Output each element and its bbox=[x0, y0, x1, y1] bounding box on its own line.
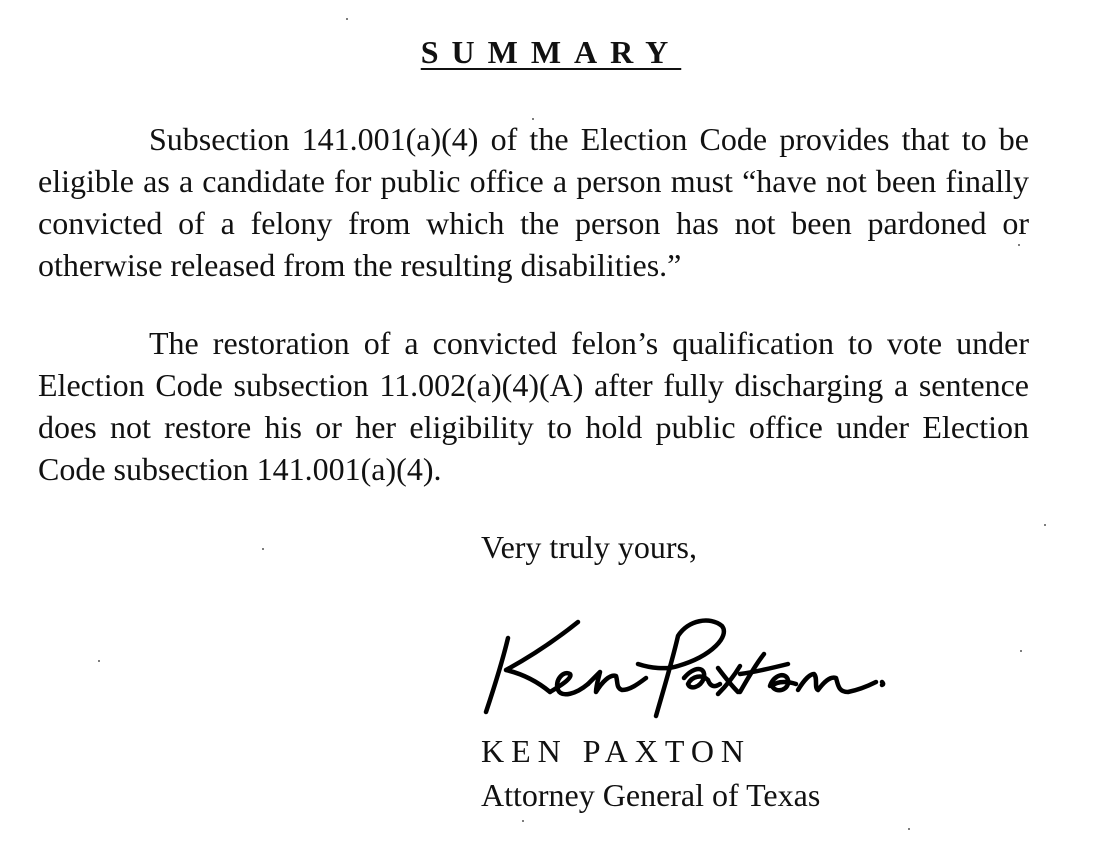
scan-speck bbox=[1020, 650, 1022, 652]
summary-paragraph-2 bbox=[38, 322, 1029, 490]
scan-speck bbox=[532, 118, 534, 120]
scan-speck bbox=[98, 660, 100, 662]
page-title: SUMMARY bbox=[420, 34, 682, 70]
scan-speck bbox=[346, 18, 348, 20]
scan-speck bbox=[908, 828, 910, 830]
summary-paragraph-1 bbox=[38, 118, 1029, 286]
scan-speck bbox=[1018, 244, 1020, 246]
closing-salutation: Very truly yours, bbox=[481, 529, 697, 565]
paragraph-text: Subsection 141.001(a)(4) of the Election Code provides that to be eligible as a candidate for public office a person must “have not been finally convicted of a felony from which the person has not been pardoned or otherwise released from the resulting disabilities.” bbox=[38, 121, 1029, 283]
signatory-name: KEN PAXTON bbox=[481, 733, 752, 769]
handwritten-signature bbox=[478, 608, 898, 726]
scan-speck bbox=[1044, 524, 1046, 526]
scan-speck bbox=[262, 548, 264, 550]
scan-speck bbox=[522, 820, 524, 822]
paragraph-text: The restoration of a convicted felon’s qualification to vote under Election Code subsection 11.002(a)(4)(A) after fully discharging a sentence does not restore his or her eligibility to hold public office under Election Code subsection 141.001(a)(4). bbox=[38, 325, 1029, 487]
signatory-title: Attorney General of Texas bbox=[481, 777, 821, 813]
